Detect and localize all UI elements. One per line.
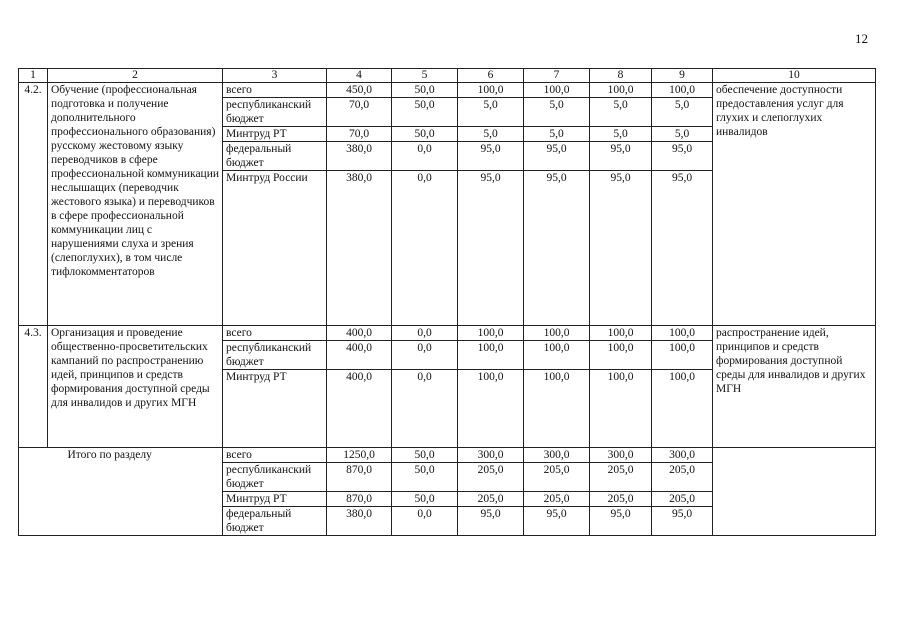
funding-value: 205,0 [524,492,590,507]
funding-value: 0,0 [392,507,458,536]
funding-value: 100,0 [590,341,652,370]
page-number: 12 [855,31,868,46]
header-cell: 6 [458,69,524,83]
funding-value: 95,0 [524,507,590,536]
funding-value: 870,0 [327,492,392,507]
item-name: Обучение (профессиональная подготовка и получение дополнительного профессионального образования) русскому жестовому языку переводчиков в сфере профессиональной коммуникации неслышащих (переводчик жестового языка) и переводчиков в сфере профессиональной коммуникации лиц с нарушениями слуха и зрения (слепоглухих), в том числе тифлокомментаторов [48,83,223,326]
funding-value: 380,0 [327,507,392,536]
funding-value: 5,0 [458,98,524,127]
funding-value: 5,0 [590,127,652,142]
funding-value: 100,0 [590,326,652,341]
funding-value: 5,0 [652,98,713,127]
funding-source: Минтруд РТ [223,370,327,448]
total-name: Итого по разделу [48,448,223,536]
item-number: 4.3. [19,326,48,448]
funding-source: Минтруд РТ [223,127,327,142]
funding-value: 5,0 [524,127,590,142]
funding-value: 95,0 [590,142,652,171]
funding-value: 300,0 [458,448,524,463]
funding-value: 100,0 [524,341,590,370]
funding-value: 0,0 [392,370,458,448]
program-table [18,68,876,536]
funding-value: 100,0 [524,370,590,448]
funding-source: республиканский бюджет [223,98,327,127]
total-row [19,448,876,463]
item-number: 4.2. [19,83,48,326]
funding-value: 380,0 [327,142,392,171]
funding-value: 95,0 [524,142,590,171]
funding-value: 95,0 [458,171,524,326]
funding-value: 5,0 [652,127,713,142]
funding-value: 400,0 [327,326,392,341]
funding-value: 100,0 [652,370,713,448]
funding-value: 95,0 [458,507,524,536]
funding-value: 205,0 [652,492,713,507]
funding-value: 300,0 [524,448,590,463]
table-row [19,83,876,98]
funding-value: 50,0 [392,492,458,507]
funding-value: 95,0 [652,171,713,326]
funding-value: 50,0 [392,83,458,98]
funding-value: 100,0 [524,326,590,341]
funding-value: 100,0 [652,326,713,341]
header-row [19,69,876,83]
funding-source: федеральный бюджет [223,507,327,536]
funding-value: 100,0 [458,326,524,341]
funding-value: 100,0 [590,83,652,98]
funding-value: 450,0 [327,83,392,98]
funding-value: 95,0 [524,171,590,326]
funding-value: 95,0 [590,171,652,326]
funding-source: всего [223,326,327,341]
funding-value: 70,0 [327,98,392,127]
funding-value: 50,0 [392,448,458,463]
header-cell: 10 [713,69,876,83]
funding-value: 870,0 [327,463,392,492]
funding-source: всего [223,448,327,463]
expected-result: обеспечение доступности предоставления услуг для глухих и слепоглухих инвалидов [713,83,876,326]
funding-source: республиканский бюджет [223,463,327,492]
funding-value: 100,0 [458,370,524,448]
funding-value: 5,0 [524,98,590,127]
funding-value: 300,0 [652,448,713,463]
funding-value: 400,0 [327,370,392,448]
header-cell: 2 [48,69,223,83]
funding-value: 380,0 [327,171,392,326]
funding-value: 50,0 [392,463,458,492]
funding-value: 0,0 [392,142,458,171]
header-cell: 5 [392,69,458,83]
funding-value: 100,0 [652,341,713,370]
funding-value: 5,0 [590,98,652,127]
funding-value: 205,0 [590,463,652,492]
funding-source: Минтруд России [223,171,327,326]
funding-value: 95,0 [652,142,713,171]
funding-value: 1250,0 [327,448,392,463]
funding-source: всего [223,83,327,98]
total-number-cell [19,448,48,536]
expected-result: распространение идей, принципов и средств формирования доступной среды для инвалидов и других МГН [713,326,876,448]
funding-value: 0,0 [392,171,458,326]
funding-value: 205,0 [458,492,524,507]
header-cell: 3 [223,69,327,83]
funding-value: 50,0 [392,98,458,127]
funding-value: 100,0 [458,83,524,98]
funding-source: федеральный бюджет [223,142,327,171]
table-row [19,326,876,341]
header-cell: 8 [590,69,652,83]
funding-value: 205,0 [458,463,524,492]
header-cell: 4 [327,69,392,83]
funding-value: 50,0 [392,127,458,142]
header-cell: 9 [652,69,713,83]
funding-value: 205,0 [652,463,713,492]
funding-value: 400,0 [327,341,392,370]
funding-value: 5,0 [458,127,524,142]
funding-value: 100,0 [524,83,590,98]
total-result-cell [713,448,876,536]
funding-value: 100,0 [458,341,524,370]
funding-value: 95,0 [590,507,652,536]
funding-value: 100,0 [590,370,652,448]
funding-value: 70,0 [327,127,392,142]
header-cell: 1 [19,69,48,83]
item-name: Организация и проведение общественно-просветительских кампаний по распространению идей, принципов и средств формирования доступной среды для инвалидов и других МГН [48,326,223,448]
funding-source: республиканский бюджет [223,341,327,370]
funding-value: 95,0 [458,142,524,171]
funding-value: 205,0 [590,492,652,507]
header-cell: 7 [524,69,590,83]
funding-source: Минтруд РТ [223,492,327,507]
funding-value: 100,0 [652,83,713,98]
funding-value: 95,0 [652,507,713,536]
funding-value: 0,0 [392,341,458,370]
funding-value: 300,0 [590,448,652,463]
funding-value: 205,0 [524,463,590,492]
funding-value: 0,0 [392,326,458,341]
